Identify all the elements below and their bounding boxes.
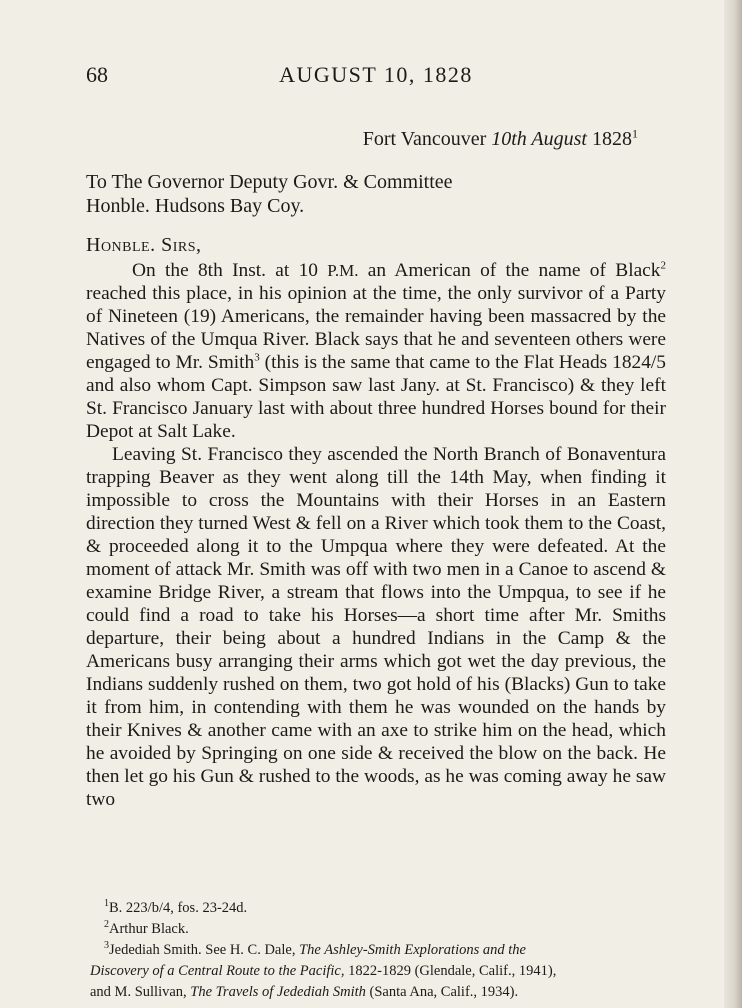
letter-address [86,170,666,218]
footnote-3-continued [86,961,666,982]
body-paragraph: Leaving St. Francisco they ascended the North Branch of Bonaventura trapping Beaver as they went along till the 14th May, when finding it impossible to cross the Mountains with their Horses in an Eastern direction they turned West & fell on a River which took them to the Coast, & proceeded along it to the Umpqua where they were defeated. At the moment of attack Mr. Smith was off with two men in a Canoe to ascend & examine Bridge River, a stream that flows into the Umpqua, to see if he could find a road to take his Horses—a short time after Mr. Smiths departure, their being about a hundred Indians in the Camp & the Americans busy arranging their arms which got wet the day previous, the Indians suddenly rushed on them, two got hold of his (Blacks) Gun to take it from him, in contending with them he was wounded on the hands by their Knives & another came with an axe to strike him on the head, which he avoided by Springing on one side & received the blow on the back. He then let go his Gun & rushed to the woods, as he was coming away he saw two [86,444,666,810]
cited-title: The Ashley-Smith Explorations and the [299,942,526,958]
footnote-1 [86,898,666,919]
footnote-3 [86,940,666,961]
running-head: AUGUST 10, 1828 [279,62,473,87]
dateline-year: 1828 [587,128,632,150]
dateline-place: Fort Vancouver [362,128,492,150]
cited-title: Discovery of a Central Route to the Pacific, [90,963,345,979]
footnote-3-continued [86,982,666,1003]
footnote-number: 3 [104,940,109,952]
page-edge [724,0,742,1008]
cited-title: The Travels of Jedediah Smith [190,984,366,1000]
address-line: To The Governor Deputy Govr. & Committee [86,171,453,193]
footnote-ref-2[interactable]: 2 [660,259,666,272]
footnote-number: 1 [104,898,109,910]
footnote-ref-1[interactable]: 1 [632,126,638,141]
footnote-text: 1822-1829 (Glendale, Calif., 1941), [344,963,557,979]
footnote-text: B. 223/b/4, fos. 23-24d. [109,900,248,916]
paragraph-text: On the 8th Inst. at 10 [132,260,328,281]
address-line: Honble. Hudsons Bay Coy. [86,195,305,217]
letter-salutation: Honble. Sirs, [86,234,202,256]
footnote-text: (Santa Ana, Calif., 1934). [365,984,519,1000]
paragraph-text: reached this place, in his opinion at the time, the only survivor of a Party of Nineteen (19) Americans, the remainder having been massacred by the Natives of the Umqua River. Black says that he and seventeen others were engaged to Mr. Smith [86,283,666,373]
letter-dateline [86,128,638,151]
dateline-day: 10th August [491,128,587,150]
footnotes [86,898,666,1003]
paragraph-text: (this is the same that came to the Flat Heads 1824/5 and also whom Capt. Simpson saw last Jany. at St. Francisco) & they left St. Francisco January last with about three hundred Horses bound for their Depot at Salt Lake. [86,352,666,442]
footnote-text: and M. Sullivan, [90,984,191,1000]
page-header [86,62,666,96]
footnote-ref-3[interactable]: 3 [254,351,260,364]
body-paragraph [86,259,666,443]
time-abbrev: P.M. [327,261,359,280]
footnote-number: 2 [104,919,109,931]
footnote-text: Jedediah Smith. See H. C. Dale, [109,942,300,958]
letter-body [86,259,666,811]
footnote-text: Arthur Black. [109,921,189,937]
page-number: 68 [86,62,108,87]
footnote-2 [86,919,666,940]
paragraph-text: an American of the name of Black [358,260,661,281]
